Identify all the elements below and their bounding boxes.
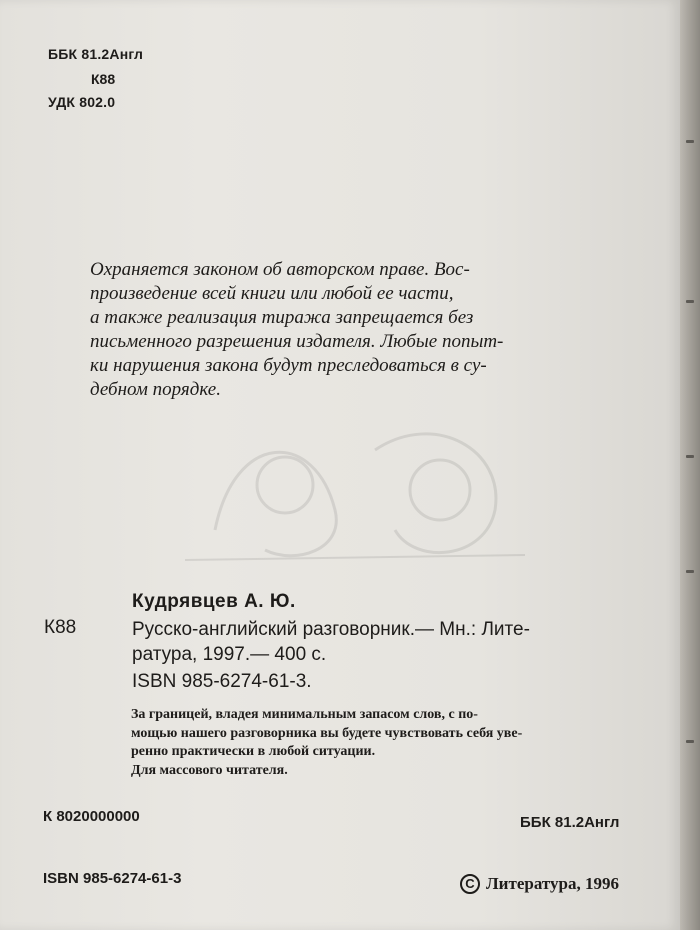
isbn-footer: ISBN 985-6274-61-3 xyxy=(43,870,182,887)
notice-line: а также реализация тиража запрещается без xyxy=(90,307,474,328)
bbk-code-footer: ББК 81.2Англ xyxy=(520,814,620,831)
udk-code: УДК 802.0 xyxy=(48,94,116,110)
catalog-code: К88 xyxy=(44,617,77,638)
show-through-illustration xyxy=(175,390,535,570)
annotation-line: мощью нашего разговорника вы будете чувствовать себя уве- xyxy=(131,725,523,741)
catalog-title-line: Русско-английский разговорник.— Мн.: Лите- xyxy=(132,619,530,640)
author-code-top: К88 xyxy=(91,71,116,87)
copyright-icon: С xyxy=(460,874,480,894)
catalog-title-line: ратура, 1997.— 400 с. xyxy=(132,644,327,665)
notice-line: дебном порядке. xyxy=(90,379,221,400)
annotation-line: ренно практически в любой ситуации. xyxy=(131,744,376,759)
binding-stitch xyxy=(686,140,694,143)
binding-stitch xyxy=(686,740,694,743)
notice-line: письменного разрешения издателя. Любые попыт- xyxy=(90,331,504,352)
bbk-code-top: ББК 81.2Англ xyxy=(48,46,144,62)
binding-stitch xyxy=(686,300,694,303)
notice-line: произведение всей книги или любой ее части, xyxy=(90,283,454,304)
binding-stitch xyxy=(686,570,694,573)
binding-stitch xyxy=(686,455,694,458)
catalog-annotation xyxy=(131,706,641,780)
catalog-title-block xyxy=(132,617,642,694)
notice-line: ки нарушения закона будут преследоваться в су- xyxy=(90,355,487,376)
annotation-line: За границей, владея минимальным запасом слов, с по- xyxy=(131,707,478,722)
copyright-notice xyxy=(90,258,608,402)
catalog-isbn: ISBN 985-6274-61-3. xyxy=(132,671,312,692)
notice-line: Охраняется законом об авторском праве. Вос- xyxy=(90,259,470,280)
k-code: К 8020000000 xyxy=(43,808,140,825)
publisher-year: Литература, 1996 xyxy=(486,874,619,893)
copyright-line xyxy=(460,874,619,894)
annotation-line: Для массового читателя. xyxy=(131,762,288,778)
catalog-author: Кудрявцев А. Ю. xyxy=(132,591,296,612)
